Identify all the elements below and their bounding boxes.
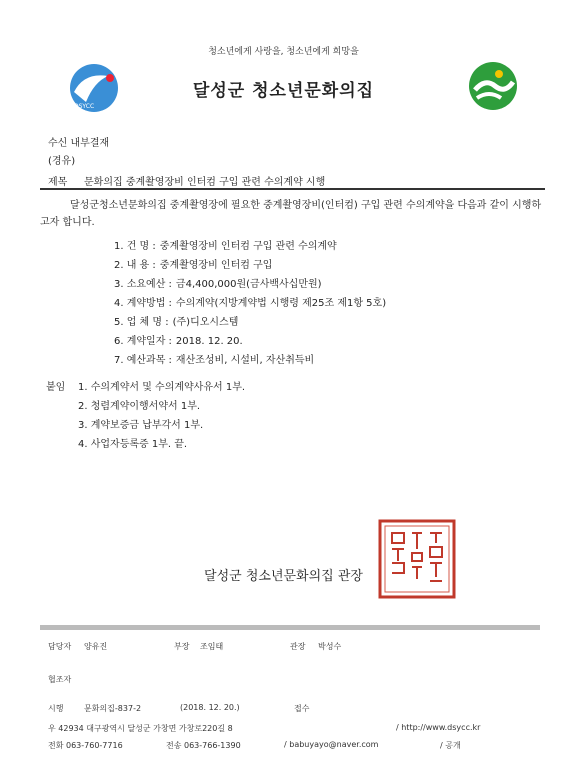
item-value: 수의계약(지방계약법 시행령 제25조 제1항 5호) [175, 298, 387, 309]
director-name: 박성수 [318, 642, 342, 651]
fax: 전송 063-766-1390 [166, 741, 241, 750]
attachment-item: 1. 수의계약서 및 수의계약사유서 1부. [78, 382, 246, 393]
staff-label: 담당자 [48, 642, 72, 651]
divider [40, 625, 540, 630]
manager-name: 조임태 [200, 642, 224, 651]
item-label: 5. 업 체 명 : [114, 317, 169, 328]
attachment-item: 3. 계약보증금 납부각서 1부. [78, 420, 204, 431]
org-logo-right [467, 60, 519, 112]
item-row [114, 237, 337, 252]
item-value: 2018. 12. 20. [175, 336, 243, 347]
recipient: 수신 내부결재 [48, 138, 110, 149]
enforcement-date: (2018. 12. 20.) [180, 703, 240, 712]
logo-left-text: DSYCC [74, 103, 95, 110]
item-row [114, 294, 386, 309]
email[interactable]: / babuyayo@naver.com [284, 740, 379, 749]
manager-label: 부장 [174, 642, 190, 651]
attachment-label: 붙임 [46, 382, 66, 393]
item-row [114, 351, 314, 366]
item-value: 재산조성비, 시설비, 자산취득비 [175, 355, 315, 366]
slogan: 청소년에게 사랑을, 청소년에게 희망을 [208, 47, 359, 57]
item-label: 4. 계약방법 : [114, 298, 172, 309]
subject-label: 제목 [48, 177, 68, 188]
item-value: 중계촬영장비 인터컴 구입 관련 수의계약 [159, 241, 337, 252]
subject: 문화의집 중계촬영장비 인터컴 구입 관련 수의계약 시행 [84, 177, 326, 188]
body-text: 달성군청소년문화의집 중계촬영장에 필요한 중계촬영장비(인터컴) 구입 관련 수의계약을 다음과 같이 시행하고자 합니다. [40, 200, 542, 228]
item-value: (주)디오시스템 [172, 317, 239, 328]
phone: 전화 063-760-7716 [48, 741, 123, 750]
official-seal [378, 519, 456, 599]
item-label: 1. 건 명 : [114, 241, 156, 252]
cooperator-label: 협조자 [48, 675, 72, 684]
receipt-label: 접수 [294, 704, 310, 713]
item-row [114, 256, 272, 271]
address: 우 42934 대구광역시 달성군 가창면 가창로220길 8 [48, 724, 233, 733]
attachment-item: 4. 사업자등록증 1부. 끝. [78, 439, 188, 450]
disclosure: / 공개 [440, 741, 461, 750]
enforcement-no: 문화의집-837-2 [84, 704, 142, 713]
sender: 달성군 청소년문화의집 관장 [204, 569, 363, 584]
item-row [114, 313, 238, 328]
enforcement-label: 시행 [48, 704, 64, 713]
item-row [114, 275, 322, 290]
item-label: 2. 내 용 : [114, 260, 156, 271]
item-value: 금4,400,000원(금사백사십만원) [175, 279, 322, 290]
item-label: 6. 계약일자 : [114, 336, 172, 347]
staff-name: 양유진 [84, 642, 108, 651]
item-label: 3. 소요예산 : [114, 279, 172, 290]
website-url[interactable]: / http://www.dsycc.kr [396, 723, 481, 732]
item-label: 7. 예산과목 : [114, 355, 172, 366]
item-row [114, 332, 243, 347]
item-value: 중계촬영장비 인터컴 구입 [159, 260, 273, 271]
via: (경유) [48, 156, 76, 167]
org-title: 달성군 청소년문화의집 [192, 81, 375, 101]
attachment-item: 2. 청렴계약이행서약서 1부. [78, 401, 201, 412]
director-label: 관장 [290, 642, 306, 651]
subject-row [40, 170, 545, 190]
